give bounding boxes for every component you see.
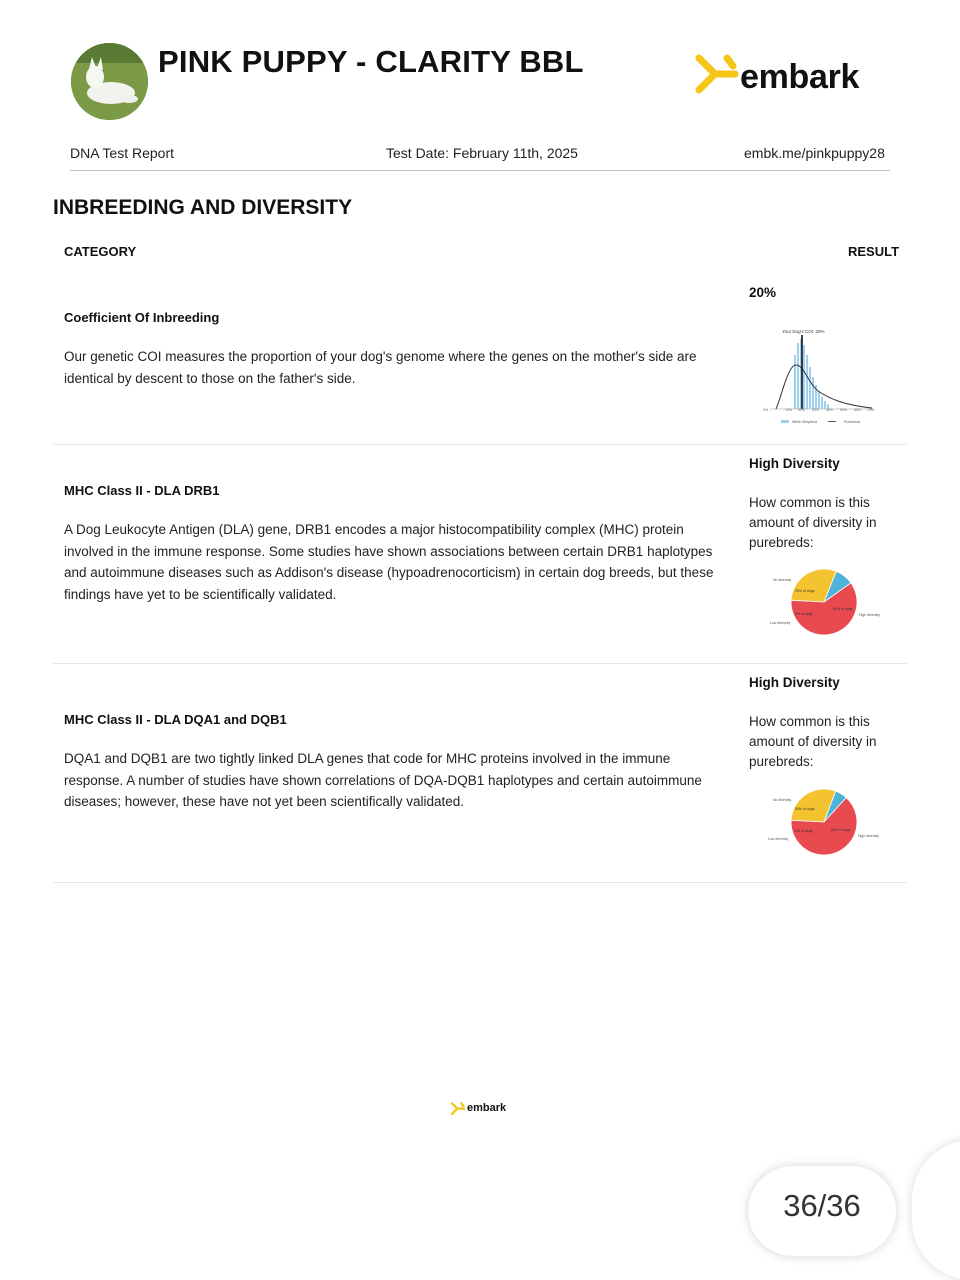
pie-outer-label: Low diversity — [768, 837, 789, 841]
legend-purebreds-label: Purebreds — [844, 420, 861, 424]
page-number: 36/36 — [783, 1188, 861, 1223]
embark-footer-icon — [450, 1100, 466, 1116]
embark-logo-icon — [693, 48, 741, 96]
pie-outer-label: No diversity — [773, 798, 792, 802]
drb1-description: A Dog Leukocyte Antigen (DLA) gene, DRB1 encodes a major histocompatibility complex (MHC) protein involved in the immune response. Some studies have shown associations between certain DRB1 haplotypes and autoimmune diseases such as Addison's disease (hypoadrenocorticism) in certain dog breeds, but these findings have yet to be scientifically validated. — [64, 522, 714, 602]
coi-tick: 0% — [763, 408, 769, 412]
footer-logo — [450, 1100, 506, 1116]
pie-outer-label: Low diversity — [770, 621, 791, 625]
report-label: DNA Test Report — [70, 145, 175, 161]
coi-result: 20% — [749, 285, 777, 300]
pie-slice-label: 64% of dogs — [831, 828, 851, 832]
pie-slice-label: 9% of dogs — [795, 612, 813, 616]
row-divider — [53, 882, 907, 883]
next-page-button[interactable] — [912, 1140, 960, 1280]
pie-outer-label: No diversity — [773, 578, 792, 582]
coi-marker-label: Your Dog's COI: 20% — [782, 329, 825, 334]
pie-slice-label: 30% of dogs — [795, 589, 815, 593]
header-divider — [70, 170, 890, 171]
profile-link[interactable]: embk.me/pinkpuppy28 — [744, 145, 885, 161]
section-title: INBREEDING AND DIVERSITY — [53, 196, 353, 219]
pie-slice-label: 6% of dogs — [795, 829, 813, 833]
drb1-pie-chart — [765, 566, 890, 638]
dog-avatar — [71, 43, 148, 120]
brand-name: embark — [740, 58, 860, 96]
coi-tick: 60% — [854, 408, 862, 412]
page-title: PINK PUPPY - CLARITY BBL — [158, 44, 584, 79]
category-column-header: CATEGORY — [64, 244, 137, 259]
pie-outer-label: High diversity — [859, 613, 881, 617]
row-divider — [53, 444, 907, 445]
dqa1-description: DQA1 and DQB1 are two tightly linked DLA genes that code for MHC proteins involved in the immune response. A number of studies have shown correlations of DQA-DQB1 haplotypes and certain autoimmune diseases; however, these have not yet been scientifically validated. — [64, 751, 702, 809]
coi-tick: 40% — [826, 408, 834, 412]
coi-bars — [794, 339, 829, 409]
dqa1-question: How common is this amount of diversity in purebreds: — [749, 714, 877, 769]
legend-breed-label: White Shepherd — [792, 420, 818, 424]
result-column-header: RESULT — [848, 244, 900, 259]
drb1-result: High Diversity — [749, 456, 840, 471]
dqa1-result: High Diversity — [749, 675, 840, 690]
coi-chart — [760, 325, 880, 431]
coi-name: Coefficient Of Inbreeding — [64, 310, 220, 325]
dqa1-pie-chart — [765, 786, 890, 858]
coi-tick: 50% — [840, 408, 848, 412]
footer-brand: embark — [467, 1102, 507, 1114]
drb1-name: MHC Class II - DLA DRB1 — [64, 483, 220, 498]
pie-slice-label: 30% of dogs — [795, 807, 815, 811]
coi-tick: 70% — [867, 408, 875, 412]
test-date: Test Date: February 11th, 2025 — [386, 145, 578, 161]
dqa1-name: MHC Class II - DLA DQA1 and DQB1 — [64, 712, 287, 727]
drb1-question: How common is this amount of diversity in purebreds: — [749, 495, 877, 550]
pie-outer-label: High diversity — [858, 834, 880, 838]
coi-tick: 10% — [785, 408, 793, 412]
legend-breed-swatch — [781, 420, 789, 423]
coi-tick: 20% — [798, 408, 806, 412]
coi-tick: 30% — [812, 408, 820, 412]
pie-slice-label: 60% of dogs — [833, 607, 853, 611]
coi-description: Our genetic COI measures the proportion of your dog's genome where the genes on the mother's side are identical by descent to those on the father's side. — [64, 349, 697, 386]
row-divider — [53, 663, 907, 664]
